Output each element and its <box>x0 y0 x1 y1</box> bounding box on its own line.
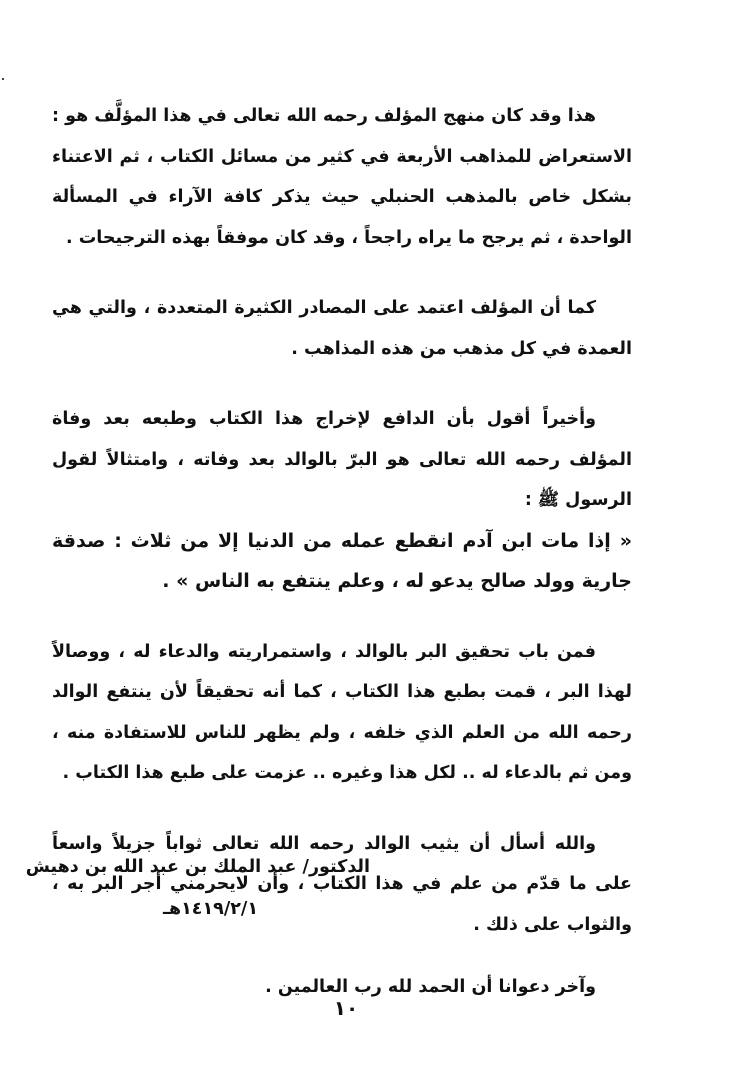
signature-date: ١٤١٩/٢/١هـ <box>163 899 258 919</box>
paragraph-motivation <box>52 399 632 521</box>
paragraph-filial-piety: فمن باب تحقيق البر بالوالد ، واستمراريته والدعاء له ، ووصالاً لهذا البر ، قمت بطبع هذا الكتاب ، كما أنه تحقيقاً لأن ينتفع الوالد رحمه الله من العلم الذي خلفه ، ولم يظهر للناس للاستفادة منه ، ومن ثم بالدعاء له .. لكل هذا وغيره .. عزمت على طبع هذا الكتاب . <box>52 641 632 783</box>
hadith-quote: « إذا مات ابن آدم انقطع عمله من الدنيا إلا من ثلاث : صدقة جارية وولد صالح يدعو له ، وعلم ينتفع به الناس » . <box>52 529 632 592</box>
scan-speck <box>2 78 4 80</box>
paragraph-sources: كما أن المؤلف اعتمد على المصادر الكثيرة المتعددة ، والتي هي العمدة في كل مذهب من هذه المذاهب . <box>52 298 632 359</box>
paragraph-methodology: هذا وقد كان منهج المؤلف رحمه الله تعالى في هذا المؤلَّف هو : الاستعراض للمذاهب الأربعة في كثير من مسائل الكتاب ، ثم الاعتناء بشكل خاص بالمذهب الحنبلي حيث يذكر كافة الآراء في المسألة الواحدة ، ثم يرجح ما يراه راجحاً ، وقد كان موفقاً بهذه الترجيحات . <box>52 106 632 248</box>
closing-line: وآخر دعوانا أن الحمد لله رب العالمين . <box>265 977 596 997</box>
signature-block <box>26 846 370 930</box>
paragraph-supplication: والله أسأل أن يثيب الوالد رحمه الله تعالى ثواباً جزيلاً واسعاً على ما قدّم من علم في هذا الكتاب ، وأن لايحرمني أجر البر به ، والثواب على ذلك . <box>52 833 632 935</box>
author-signature: الدكتور/ عبد الملك بن عبد الله بن دهيش <box>25 857 370 877</box>
page-number: ١٠ <box>333 996 359 1020</box>
paragraph-motivation-text: وأخيراً أقول بأن الدافع لإخراج هذا الكتاب وطبعه بعد وفاة المؤلف رحمه الله تعالى هو البرّ بالوالد بعد وفاته ، وامتثالاً لقول الرسول ﷺ : <box>52 409 632 510</box>
